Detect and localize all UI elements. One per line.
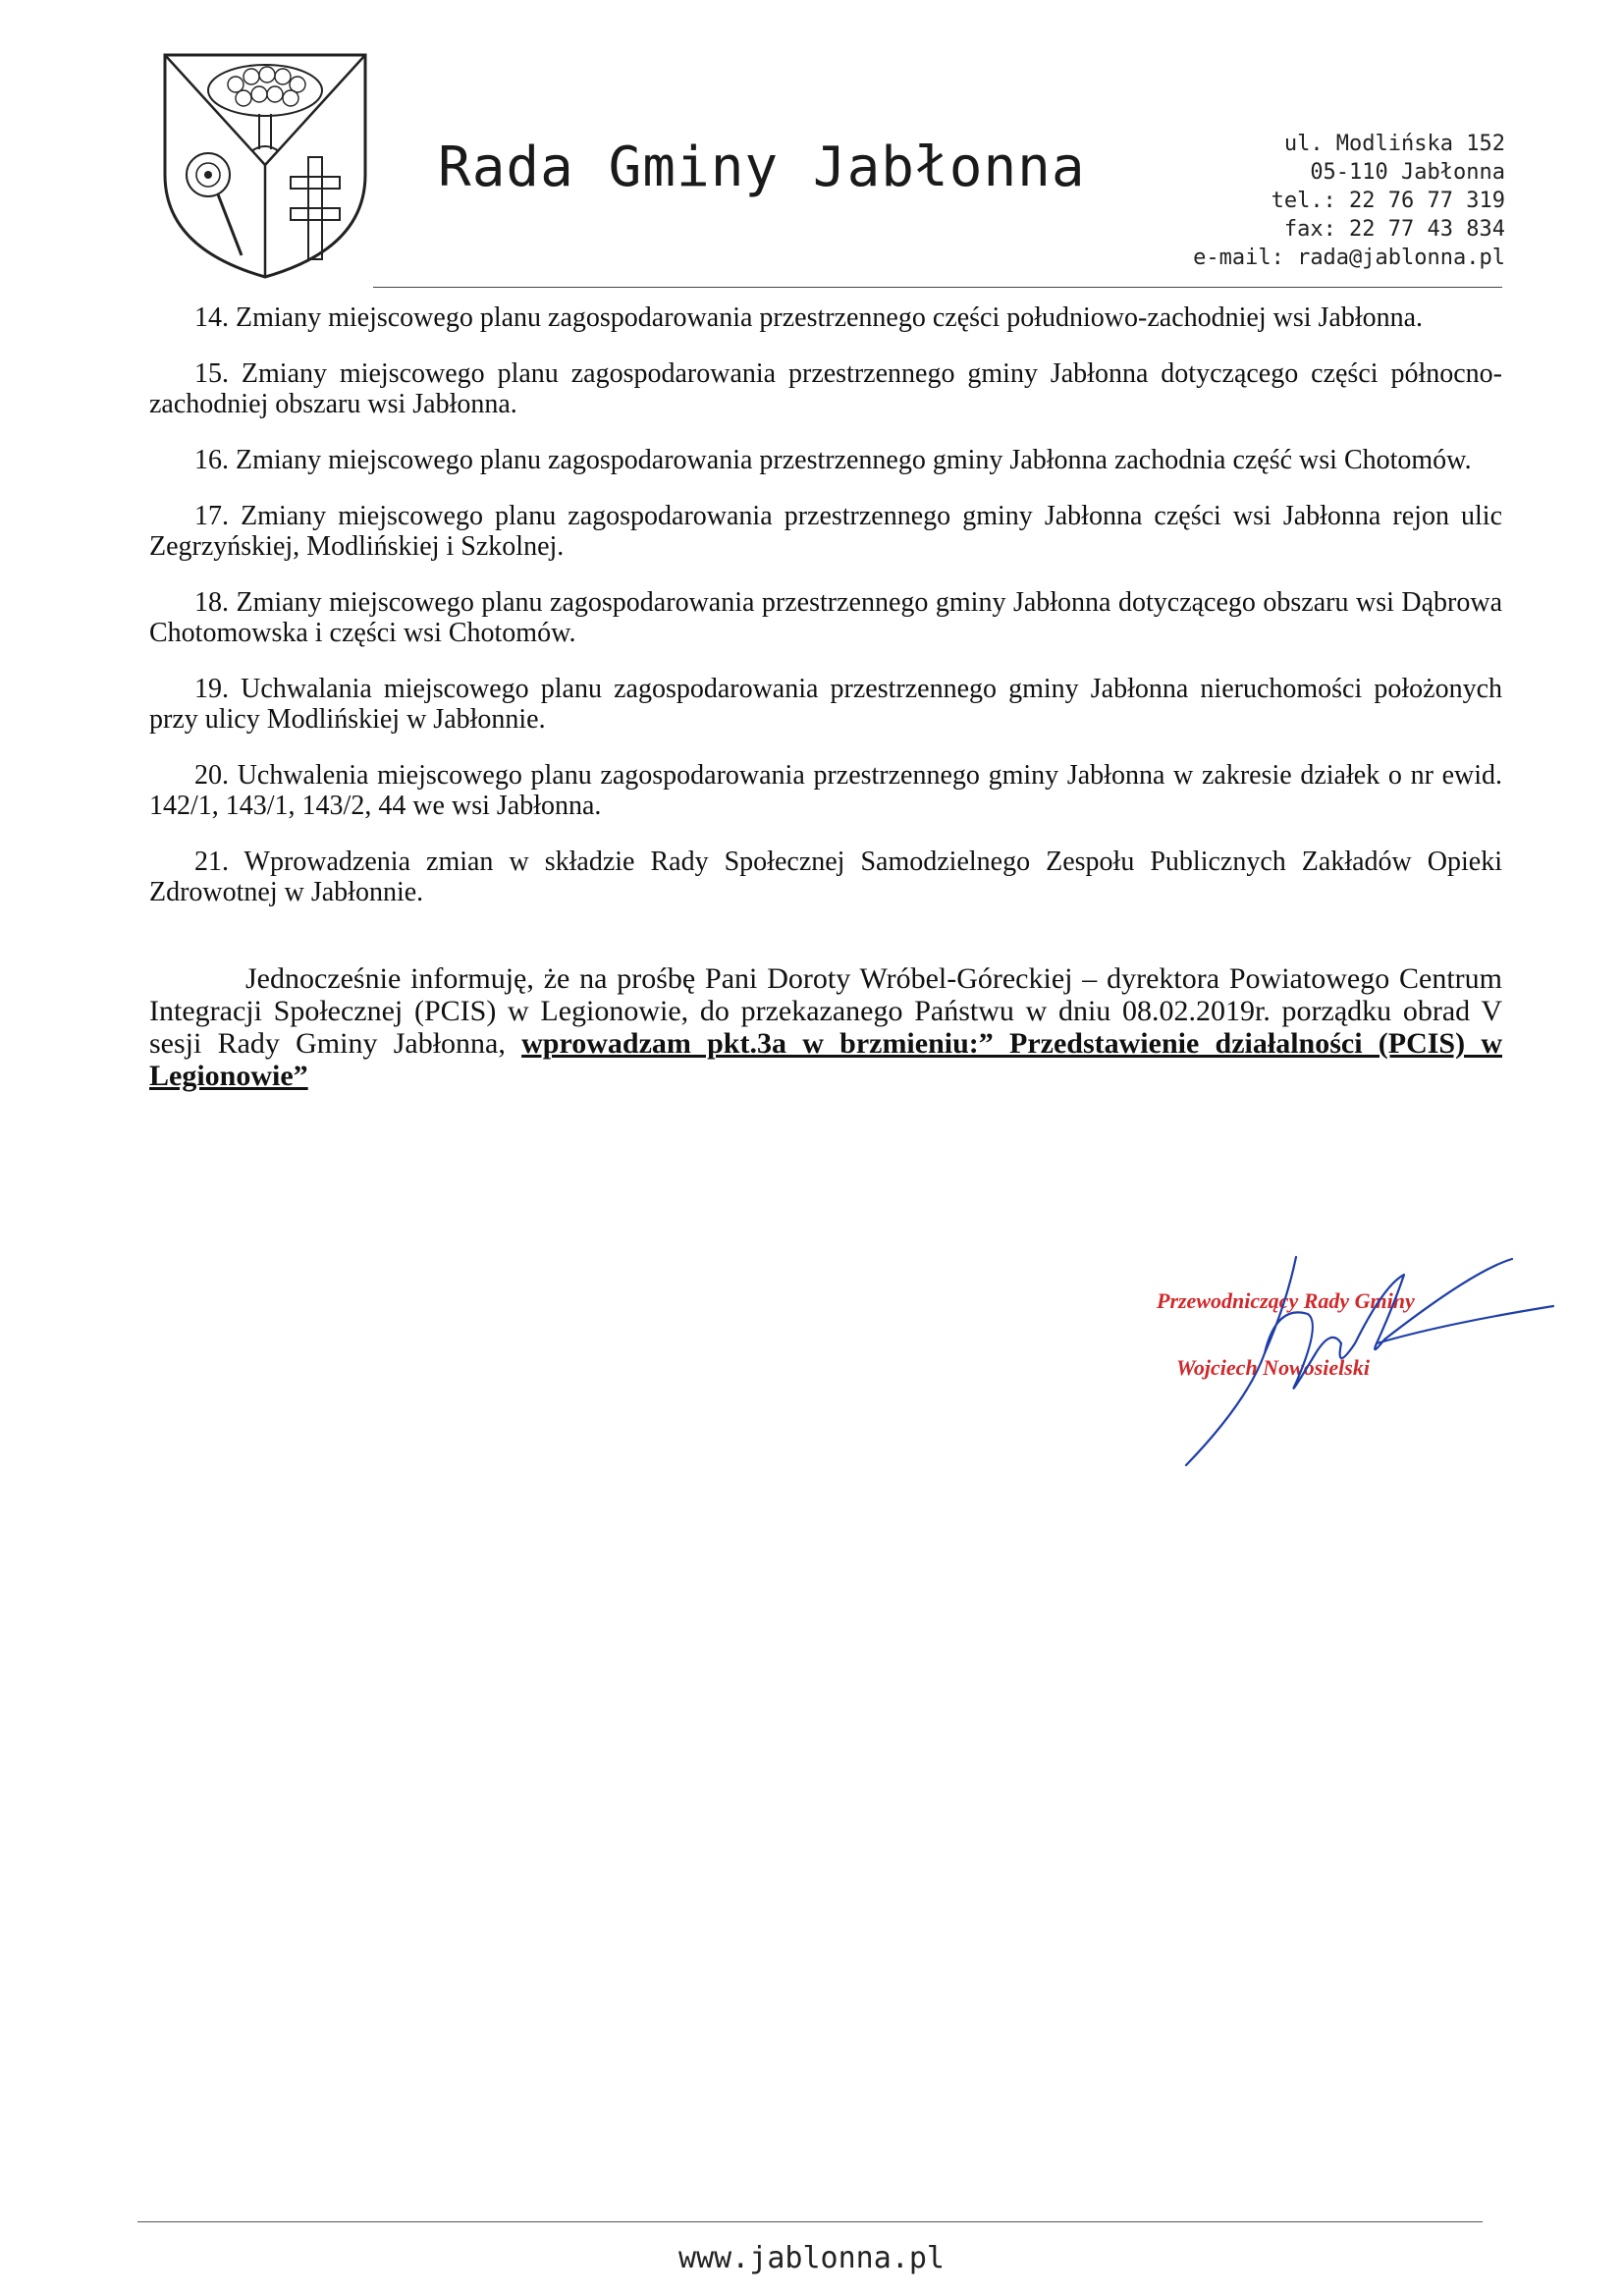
item-number: 20.	[194, 760, 229, 791]
agenda-item-14	[149, 302, 1502, 333]
item-number: 14.	[194, 302, 229, 333]
address-street: ul. Modlińska 152	[1283, 132, 1505, 156]
item-number: 19.	[194, 674, 229, 704]
footer-divider	[137, 2221, 1483, 2222]
item-text: Uchwalenia miejscowego planu zagospodarowania przestrzennego gminy Jabłonna w zakresie działek o nr ewid. 142/1, 143/1, 143/2, 44 we wsi Jabłonna.	[149, 760, 1503, 821]
email-address: e-mail: rada@jablonna.pl	[1193, 246, 1505, 270]
fax-number: fax: 22 77 43 834	[1283, 217, 1505, 242]
agenda-item-20	[149, 760, 1502, 821]
closing-emphasis: wprowadzam pkt.3a w brzmieniu:” Przedstawienie działalności (PCIS) w Legionowie”	[149, 1027, 1503, 1092]
handwritten-signature-icon	[1149, 1245, 1581, 1471]
coat-of-arms-icon	[157, 47, 373, 283]
item-number: 18.	[194, 587, 229, 618]
letter-body	[149, 302, 1502, 1121]
item-text: Zmiany miejscowego planu zagospodarowania przestrzennego części południowo-zachodniej wsi Jabłonna.	[236, 302, 1424, 333]
organization-title: Rada Gminy Jabłonna	[438, 136, 1086, 199]
agenda-item-21	[149, 847, 1502, 907]
item-number: 15.	[194, 358, 229, 389]
stamp-title: Przewodniczący Rady Gminy	[1157, 1288, 1415, 1313]
item-text: Zmiany miejscowego planu zagospodarowania przestrzennego gminy Jabłonna części wsi Jabłonna rejon ulic Zegrzyńskiej, Modlińskiej i Szkolnej.	[149, 501, 1503, 562]
agenda-item-18	[149, 587, 1502, 648]
agenda-item-16	[149, 445, 1502, 475]
item-number: 16.	[194, 445, 229, 475]
item-text: Wprowadzenia zmian w składzie Rady Społecznej Samodzielnego Zespołu Publicznych Zakładów Opieki Zdrowotnej w Jabłonnie.	[149, 847, 1502, 907]
item-number: 17.	[194, 501, 229, 531]
footer-website: www.jablonna.pl	[678, 2241, 945, 2275]
item-text: Uchwalania miejscowego planu zagospodarowania przestrzennego gminy Jabłonna nieruchomości położonych przy ulicy Modlińskiej w Jabłonnie.	[149, 674, 1503, 735]
phone-number: tel.: 22 76 77 319	[1271, 189, 1505, 213]
item-text: Zmiany miejscowego planu zagospodarowania przestrzennego gminy Jabłonna zachodnia część wsi Chotomów.	[236, 445, 1472, 475]
item-text: Zmiany miejscowego planu zagospodarowania przestrzennego gminy Jabłonna dotyczącego obszaru wsi Dąbrowa Chotomowska i części wsi Chotomów.	[149, 587, 1503, 648]
agenda-item-15	[149, 358, 1502, 419]
contact-block	[1193, 130, 1505, 272]
item-text: Zmiany miejscowego planu zagospodarowania przestrzennego gminy Jabłonna dotyczącego części północno-zachodniej obszaru wsi Jabłonna.	[149, 358, 1502, 419]
header-divider	[373, 287, 1502, 288]
signature-stamp	[1149, 1245, 1581, 1471]
item-number: 21.	[194, 847, 229, 877]
agenda-item-17	[149, 501, 1502, 562]
stamp-name: Wojciech Nowosielski	[1176, 1355, 1370, 1380]
address-postal: 05-110 Jabłonna	[1310, 160, 1505, 185]
closing-paragraph	[149, 962, 1502, 1092]
closing-text: Jednocześnie informuję, że na prośbę Pani Doroty Wróbel-Góreckiej – dyrektora Powiatowego Centrum Integracji Społecznej (PCIS) w Legionowie, do przekazanego Państwu w dniu 08.02.2019r. porządku obrad V sesji Rady Gminy Jabłonna,	[149, 962, 1502, 1060]
agenda-item-19	[149, 674, 1502, 735]
